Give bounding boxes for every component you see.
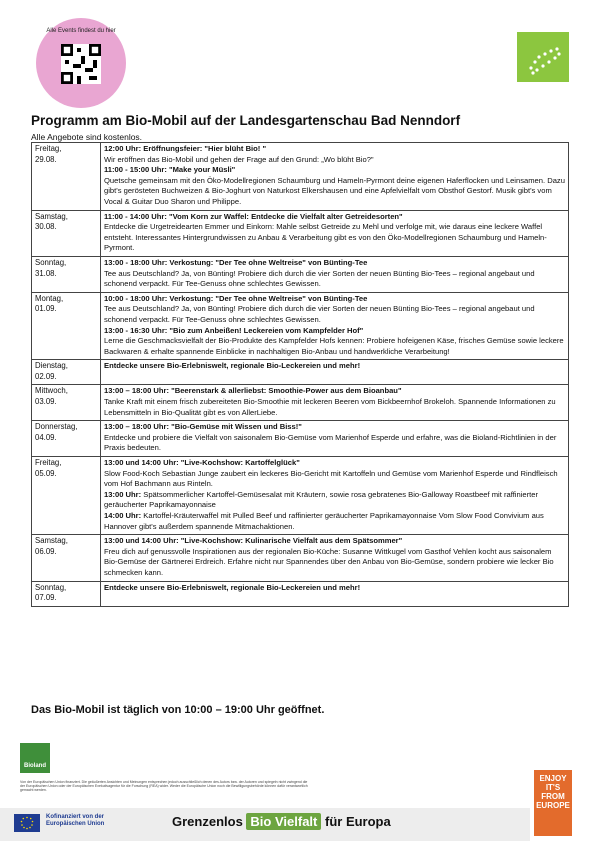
campaign-slogan (172, 814, 391, 829)
weekday: Freitag, (35, 458, 62, 468)
event-block (104, 386, 565, 418)
schedule-table (31, 142, 569, 607)
eu-cofunded-line-2: Europäischen Union (46, 821, 105, 827)
date: 02.09. (35, 371, 57, 381)
date: 05.09. (35, 468, 57, 478)
weekday: Samstag, (35, 536, 68, 546)
event-block (104, 458, 565, 490)
qr-code-icon[interactable] (61, 44, 101, 84)
date: 30.08. (35, 222, 57, 232)
schedule-row (32, 535, 569, 581)
weekday: Samstag, (35, 211, 68, 221)
date: 04.09. (35, 432, 57, 442)
enjoy-line-3: EUROPE (536, 801, 570, 810)
schedule-day-cell (32, 143, 101, 211)
slogan-pill: Bio Vielfalt (246, 813, 321, 830)
event-heading: 13:00 – 18:00 Uhr: "Beerenstark & allerliebst: Smoothie-Power aus dem Bioanbau" (104, 386, 402, 396)
event-block (104, 422, 565, 454)
date: 07.09. (35, 593, 57, 603)
qr-caption: Alle Events findest du hier (46, 28, 116, 34)
event-description: Entdecke die Urgetreidearten Emmer und Einkorn: Mahle selbst Getreide zu Mehl und verfolge mit, wie daraus eine leckere Waffel entsteht. Interessantes Hintergrundwissen zu Anbau & Verarbeitung gibt es von den Öko-Modellregionen Schaumburg und Hameln-Pyrmont. (104, 222, 547, 253)
schedule-events-cell (101, 292, 569, 360)
weekday: Sonntag, (35, 257, 67, 267)
schedule-row (32, 360, 569, 385)
date: 03.09. (35, 397, 57, 407)
event-block (104, 294, 565, 326)
schedule-day-cell (32, 421, 101, 457)
schedule-row (32, 292, 569, 360)
schedule-day-cell (32, 457, 101, 535)
page-subtitle: Alle Angebote sind kostenlos. (31, 132, 143, 142)
enjoy-line-2: IT'S FROM (541, 783, 565, 801)
event-description: Tanke Kraft mit einem frisch zubereiteten Bio-Smoothie mit leckeren Beeren vom Bickbeernhof Brokeloh. Spannende Informationen zu Lebensmitteln in Bio-Qualität gibt es von AllerLiebe. (104, 397, 556, 417)
date: 29.08. (35, 154, 57, 164)
event-block (104, 326, 565, 358)
weekday: Freitag, (35, 144, 62, 153)
funding-disclaimer: Von der Europäischen Union finanziert. Die geäußerten Ansichten und Meinungen entsprechen jedoch ausschließlich denen des Autors bzw. der Autoren und spiegeln nicht zwingend die der Europäischen Union oder der Europäischen Exekutivagentur für die Forschung (REA) wider. Weder die Europäische Union noch die Bewilligungsbehörde können dafür verantwortlich gemacht werden. (20, 780, 308, 793)
schedule-events-cell (101, 210, 569, 256)
opening-hours: Das Bio-Mobil ist täglich von 10:00 – 19:00 Uhr geöffnet. (31, 704, 325, 716)
weekday: Sonntag, (35, 582, 67, 592)
event-description: Tee aus Deutschland? Ja, von Bünting! Probiere dich durch die vier Sorten der neuen Bünting Bio-Tees – regional angebaut und schonend verpackt. Für Tee-Genuss ohne schlechtes Gewissen. (104, 268, 535, 289)
schedule-day-cell (32, 256, 101, 292)
enjoy-europe-logo (534, 770, 572, 836)
event-heading: 12:00 Uhr: Eröffnungsfeier: "Hier blüht Bio! " (104, 144, 267, 153)
event-block (104, 212, 565, 254)
event-block (104, 258, 565, 290)
schedule-row (32, 256, 569, 292)
slogan-post: für Europa (325, 814, 391, 829)
event-heading: 13:00 - 18:00 Uhr: Verkostung: "Der Tee ohne Weltreise" von Bünting-Tee (104, 257, 368, 267)
event-description: Wir eröffnen das Bio-Mobil und gehen der Frage auf den Grund: „Wo blüht Bio?" (104, 154, 374, 164)
weekday: Montag, (35, 293, 64, 303)
event-description: Lerne die Geschmacksvielfalt der Bio-Produkte des Kampfelder Hofs kennen: Probiere hofeigenen Käse, frisches Gemüse sowie leckere Backwaren & erhalte spannende Einblicke in nachhaltigen Bio-Anbau und handwerkliche Verarbeitung! (104, 336, 564, 356)
schedule-day-cell (32, 581, 101, 606)
eu-flag-icon (14, 814, 40, 832)
schedule-events-cell (101, 421, 569, 457)
schedule-row (32, 421, 569, 457)
event-heading: 13:00 - 16:30 Uhr: "Bio zum Anbeißen! Leckereien vom Kampfelder Hof" (104, 325, 364, 335)
schedule-events-cell (101, 581, 569, 606)
schedule-row (32, 210, 569, 256)
event-description: Spätsommerlicher Kartoffel-Gemüsesalat mit Kräutern, sowie rosa gebratenes Bio-Galloway Roastbeef mit raffinierter geräucherter Paprikamayonnaise (104, 489, 539, 510)
schedule-events-cell (101, 457, 569, 535)
schedule-events-cell (101, 535, 569, 581)
schedule-day-cell (32, 210, 101, 256)
eu-cofunded-label (46, 814, 104, 828)
event-block (104, 583, 565, 594)
event-heading: Entdecke unsere Bio-Erlebniswelt, regionale Bio-Leckereien und mehr! (104, 582, 361, 592)
event-block (104, 490, 565, 511)
event-description: Slow Food-Koch Sebastian Junge zaubert ein leckeres Bio-Gericht mit Kartoffeln und Gemüse vom Marienhof Esperde und Rindfleisch vom Hof Bachmann aus Rinteln. (104, 468, 558, 489)
date: 31.08. (35, 268, 57, 278)
event-heading: 11:00 - 14:00 Uhr: "Vom Korn zur Waffel: Entdecke die Vielfalt alter Getreidesorten" (104, 211, 403, 221)
qr-badge (36, 18, 126, 108)
schedule-day-cell (32, 385, 101, 421)
event-description: Freu dich auf genussvolle Inspirationen aus der regionalen Bio-Küche: Susanne Wittkugel vom Gasthof Vehlen kocht aus saisonalem Bio-Gemüse der Gärtnerei Erdreich. Erfahre nicht nur Spannendes über den Anbau von Bio-Gemüse, sondern probiere wie lecker Bio schmecken kann. (104, 546, 554, 577)
schedule-day-cell (32, 535, 101, 581)
page-title: Programm am Bio-Mobil auf der Landesgartenschau Bad Nenndorf (31, 113, 461, 128)
event-heading: 10:00 - 18:00 Uhr: Verkostung: "Der Tee ohne Weltreise" von Bünting-Tee (104, 293, 368, 303)
enjoy-line-1: ENJOY (539, 774, 567, 783)
event-block (104, 536, 565, 578)
eu-organic-leaf-icon (517, 32, 569, 82)
event-heading: 13:00 und 14:00 Uhr: "Live-Kochshow: Kartoffelglück" (104, 458, 300, 468)
schedule-row (32, 143, 569, 211)
event-block (104, 511, 565, 532)
event-heading: 13:00 Uhr: (104, 489, 142, 499)
event-heading: 13:00 und 14:00 Uhr: "Live-Kochshow: Kulinarische Vielfalt aus dem Spätsommer" (104, 536, 403, 546)
event-heading: Entdecke unsere Bio-Erlebniswelt, regionale Bio-Leckereien und mehr! (104, 361, 361, 371)
weekday: Donnerstag, (35, 422, 78, 432)
schedule-row (32, 385, 569, 421)
weekday: Dienstag, (35, 361, 68, 371)
slogan-pre: Grenzenlos (172, 814, 243, 829)
date: 01.09. (35, 304, 57, 314)
event-description: Kartoffel-Kräuterwaffel mit Pulled Beef und raffinierter geräucherter Paprikamayonnaise Vom Slow Food Convivium aus Hannover gibt's außerdem spannende Mitmachaktionen. (104, 511, 544, 531)
schedule-row (32, 457, 569, 535)
event-heading: 13:00 – 18:00 Uhr: "Bio-Gemüse mit Wissen und Biss!" (104, 422, 302, 432)
event-block (104, 144, 565, 165)
schedule-events-cell (101, 385, 569, 421)
event-description: Tee aus Deutschland? Ja, von Bünting! Probiere dich durch die vier Sorten der neuen Bünting Bio-Tees – regional angebaut und schonend verpackt. Für Tee-Genuss ohne schlechtes Gewissen. (104, 304, 535, 324)
schedule-row (32, 581, 569, 606)
event-description: Entdecke und probiere die Vielfalt von saisonalem Bio-Gemüse vom Marienhof Esperde und erfahre, was die Bioland-Richtlinien in der Praxis bedeuten. (104, 432, 557, 453)
schedule-day-cell (32, 292, 101, 360)
event-description: Quetsche gemeinsam mit den Öko-Modellregionen Schaumburg und Hameln-Pyrmont deine eigenen Haferflocken und Leinsamen. Dazu gibt's gerösteten Buchweizen & Bio-Joghurt von Naturkost Elkershausen und eine Apfelvielfalt vom Obsthof Gestorf. Musik gibt's vom Vocal & Guitar Duo Sharon und Philippe. (104, 175, 565, 206)
event-heading: 11:00 - 15:00 Uhr: "Make your Müsli" (104, 165, 236, 175)
event-heading: 14:00 Uhr: (104, 511, 142, 520)
eu-cofunded-line-1: Kofinanziert von der (46, 814, 105, 820)
date: 06.09. (35, 546, 57, 556)
bioland-label: Bioland (24, 763, 46, 769)
weekday: Mittwoch, (35, 386, 68, 396)
event-block (104, 165, 565, 207)
schedule-events-cell (101, 143, 569, 211)
schedule-events-cell (101, 360, 569, 385)
schedule-day-cell (32, 360, 101, 385)
schedule-events-cell (101, 256, 569, 292)
event-block (104, 361, 565, 372)
